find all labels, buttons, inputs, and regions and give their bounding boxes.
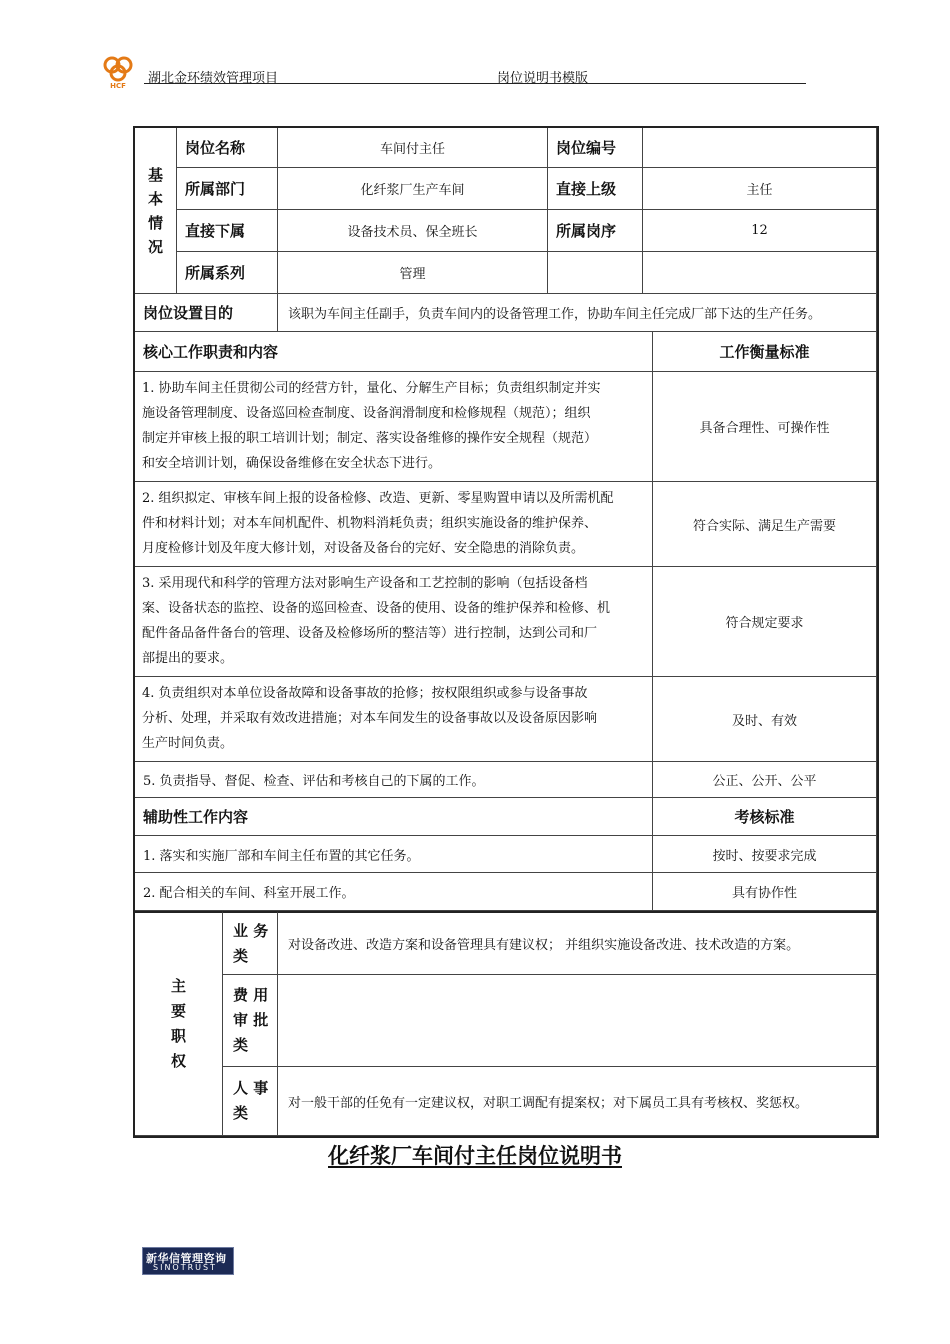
field-value-supervisor: 主任 — [643, 168, 877, 210]
core-duties-header: 核心工作职责和内容 — [135, 332, 653, 372]
field-label-department: 所属部门 — [177, 168, 278, 210]
field-label-position-name: 岗位名称 — [177, 128, 278, 168]
core-duty-3: 3. 采用现代和科学的管理方法对影响生产设备和工艺控制的影响（包括设备档 案、设备状态的监控、设备的巡回检查、设备的使用、设备的维护保养和检修、机 配件备品备件备台的管理、设备及检修场所的整洁等）进行控制，达到公司和厂 部提出的要求。 — [135, 567, 653, 677]
brand-en: SINOTRUST — [153, 1263, 217, 1272]
aux-standard-header: 考核标准 — [653, 798, 877, 836]
core-standard-1: 具备合理性、可操作性 — [653, 372, 877, 482]
core-duty-1: 1. 协助车间主任贯彻公司的经营方针，量化、分解生产目标；负责组织制定并实 施设备管理制度、设备巡回检查制度、设备润滑制度和检修规程（规范）；组织 制定并审核上报的职工培训计划；制定、落实设备维修的操作安全规程（规范） 和安全培训计划，确保设备维修在安全状态下进行。 — [135, 372, 653, 482]
field-label-supervisor: 直接上级 — [548, 168, 643, 210]
empty-cell — [643, 252, 877, 294]
core-standard-3: 符合规定要求 — [653, 567, 877, 677]
consultancy-logo — [142, 1247, 234, 1275]
job-description-table — [133, 126, 879, 1138]
core-duty-5: 5. 负责指导、督促、检查、评估和考核自己的下属的工作。 — [135, 762, 653, 798]
logo-text: HCF — [110, 82, 126, 90]
basic-info-section-label: 基 本 情 况 — [135, 128, 177, 294]
company-logo-icon — [100, 54, 136, 90]
field-label-position-code: 岗位编号 — [548, 128, 643, 168]
project-name: 湖北金环绩效管理项目 — [148, 71, 279, 86]
aux-standard-1: 按时、按要求完成 — [653, 836, 877, 873]
document-title: 化纤浆厂车间付主任岗位说明书 — [328, 1144, 622, 1168]
field-label-position-rank: 所属岗序 — [548, 210, 643, 252]
authority-section-label: 主 要 职 权 — [135, 911, 223, 1136]
field-label-series: 所属系列 — [177, 252, 278, 294]
purpose-text: 该职为车间主任副手，负责车间内的设备管理工作，协助车间主任完成厂部下达的生产任务。 — [278, 294, 877, 332]
authority-category-personnel: 人 事 类 — [223, 1067, 278, 1136]
authority-category-business: 业 务 类 — [223, 911, 278, 975]
aux-duty-2: 2. 配合相关的车间、科室开展工作。 — [135, 873, 653, 911]
purpose-label: 岗位设置目的 — [135, 294, 278, 332]
aux-duties-header: 辅助性工作内容 — [135, 798, 653, 836]
field-value-department: 化纤浆厂生产车间 — [278, 168, 548, 210]
authority-text-personnel: 对一般干部的任免有一定建议权，对职工调配有提案权；对下属员工具有考核权、奖惩权。 — [278, 1067, 877, 1136]
empty-cell — [548, 252, 643, 294]
authority-category-expense: 费 用 审 批 类 — [223, 975, 278, 1067]
authority-text-expense — [278, 975, 877, 1067]
brand-cn: 新华信管理咨询 — [146, 1252, 227, 1265]
core-standard-2: 符合实际、满足生产需要 — [653, 482, 877, 567]
aux-duty-1: 1. 落实和实施厂部和车间主任布置的其它任务。 — [135, 836, 653, 873]
core-duty-4: 4. 负责组织对本单位设备故障和设备事故的抢修；按权限组织或参与设备事故 分析、处理，并采取有效改进措施；对本车间发生的设备事故以及设备原因影响 生产时间负责。 — [135, 677, 653, 762]
field-value-subordinates: 设备技术员、保全班长 — [278, 210, 548, 252]
field-value-position-rank: 12 — [643, 210, 877, 252]
core-standard-5: 公正、公开、公平 — [653, 762, 877, 798]
core-standard-header: 工作衡量标准 — [653, 332, 877, 372]
header-divider — [144, 83, 806, 84]
field-value-position-name: 车间付主任 — [278, 128, 548, 168]
core-standard-4: 及时、有效 — [653, 677, 877, 762]
field-value-position-code — [643, 128, 877, 168]
field-value-series: 管理 — [278, 252, 548, 294]
field-label-subordinates: 直接下属 — [177, 210, 278, 252]
aux-standard-2: 具有协作性 — [653, 873, 877, 911]
document-type: 岗位说明书模版 — [497, 71, 589, 86]
core-duty-2: 2. 组织拟定、审核车间上报的设备检修、改造、更新、零星购置申请以及所需机配 件和材料计划；对本车间机配件、机物料消耗负责；组织实施设备的维护保养、 月度检修计划及年度大修计划，对设备及备台的完好、安全隐患的消除负责。 — [135, 482, 653, 567]
authority-text-business: 对设备改进、改造方案和设备管理具有建议权； 并组织实施设备改进、技术改造的方案。 — [278, 911, 877, 975]
